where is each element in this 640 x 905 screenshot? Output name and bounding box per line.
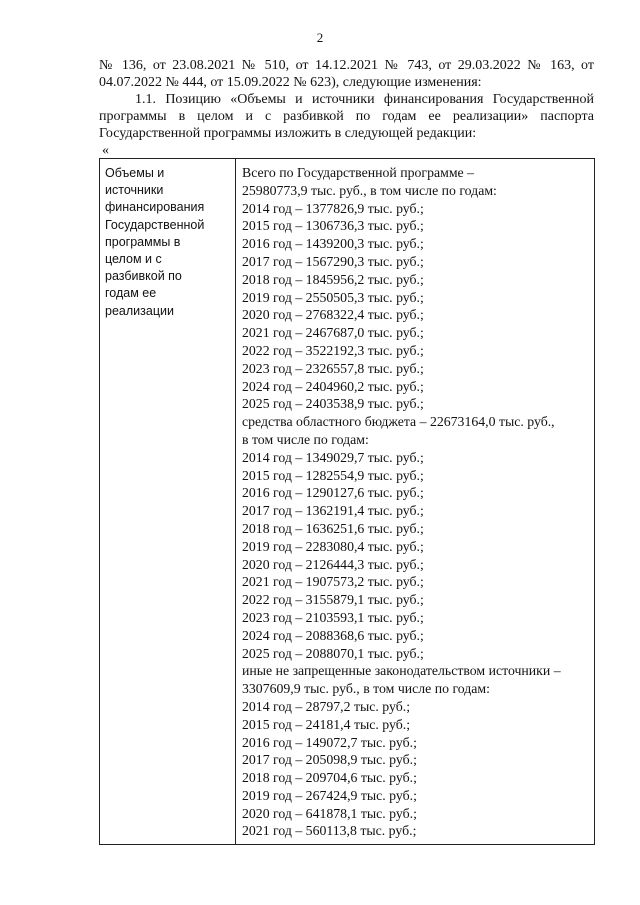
value-line: Всего по Государственной программе – [242, 165, 475, 180]
position-label-cell [100, 159, 236, 845]
label-line: разбивкой по [105, 269, 182, 284]
value-line: 2021 год – 1907573,2 тыс. руб.; [242, 574, 424, 590]
label-line: годам ее [105, 286, 157, 301]
value-line: 2020 год – 641878,1 тыс. руб.; [242, 805, 417, 821]
value-line: 25980773,9 тыс. руб., в том числе по годам: [242, 182, 497, 198]
value-line: 3307609,9 тыс. руб., в том числе по годам: [242, 681, 490, 697]
value-line: 2022 год – 3155879,1 тыс. руб.; [242, 592, 424, 608]
value-line: 2017 год – 1567290,3 тыс. руб.; [242, 253, 424, 269]
value-line: 2024 год – 2088368,6 тыс. руб.; [242, 627, 424, 643]
label-line: программы в [105, 234, 181, 249]
value-line: 2014 год – 1377826,9 тыс. руб.; [242, 200, 424, 216]
intro-paragraph-amendment: 1.1. Позицию «Объемы и источники финансирования Государственной программы в целом и с разбивкой по годам ее реализации» паспорта Государственной программы изложить в следующей редакции: [99, 92, 594, 141]
value-line: 2016 год – 1439200,3 тыс. руб.; [242, 236, 424, 252]
label-line: реализации [105, 303, 174, 318]
value-line: 2022 год – 3522192,3 тыс. руб.; [242, 342, 424, 358]
value-line: 2016 год – 1290127,6 тыс. руб.; [242, 485, 424, 501]
value-line: 2024 год – 2404960,2 тыс. руб.; [242, 378, 424, 394]
value-line: 2016 год – 149072,7 тыс. руб.; [242, 734, 417, 750]
value-line: 2015 год – 1282554,9 тыс. руб.; [242, 467, 424, 483]
value-line: 2025 год – 2403538,9 тыс. руб.; [242, 396, 424, 412]
value-line: 2025 год – 2088070,1 тыс. руб.; [242, 645, 424, 661]
value-line: 2015 год – 1306736,3 тыс. руб.; [242, 218, 424, 234]
label-line: Объемы и [105, 166, 165, 180]
label-line: Государственной [105, 217, 205, 232]
financing-table [99, 158, 595, 845]
value-line: 2021 год – 2467687,0 тыс. руб.; [242, 325, 424, 341]
value-line: 2023 год – 2103593,1 тыс. руб.; [242, 609, 424, 625]
value-line: 2019 год – 267424,9 тыс. руб.; [242, 787, 417, 803]
value-line: иные не запрещенные законодательством источники – [242, 663, 561, 679]
value-line: 2019 год – 2550505,3 тыс. руб.; [242, 289, 424, 305]
value-line: 2014 год – 28797,2 тыс. руб.; [242, 698, 411, 714]
page-number: 2 [316, 30, 324, 45]
value-line: 2023 год – 2326557,8 тыс. руб.; [242, 360, 424, 376]
value-line: 2020 год – 2768322,4 тыс. руб.; [242, 307, 424, 323]
table-row [100, 159, 595, 845]
value-line: 2020 год – 2126444,3 тыс. руб.; [242, 556, 424, 572]
opening-quote-mark: « [102, 143, 109, 158]
label-line: целом и с [105, 252, 162, 267]
intro-paragraph-continuation: № 136, от 23.08.2021 № 510, от 14.12.2021 № 743, от 29.03.2022 № 163, от 04.07.2022 № 444, от 15.09.2022 № 623), следующие изменения: [99, 58, 594, 90]
value-line: 2017 год – 1362191,4 тыс. руб.; [242, 503, 424, 519]
value-line: 2015 год – 24181,4 тыс. руб.; [242, 716, 411, 732]
value-line: 2017 год – 205098,9 тыс. руб.; [242, 752, 417, 768]
value-line: 2018 год – 1636251,6 тыс. руб.; [242, 520, 424, 536]
position-value-cell [236, 159, 595, 845]
label-line: источники [105, 183, 164, 198]
value-line: 2019 год – 2283080,4 тыс. руб.; [242, 538, 424, 554]
value-line: 2021 год – 560113,8 тыс. руб.; [242, 823, 417, 839]
value-line: 2018 год – 209704,6 тыс. руб.; [242, 770, 417, 786]
value-line: средства областного бюджета – 22673164,0 тыс. руб., [242, 414, 555, 430]
value-line: 2014 год – 1349029,7 тыс. руб.; [242, 449, 424, 465]
value-line: в том числе по годам: [242, 431, 369, 447]
value-line: 2018 год – 1845956,2 тыс. руб.; [242, 271, 424, 287]
intro-text [99, 57, 594, 142]
label-line: финансирования [105, 200, 205, 215]
